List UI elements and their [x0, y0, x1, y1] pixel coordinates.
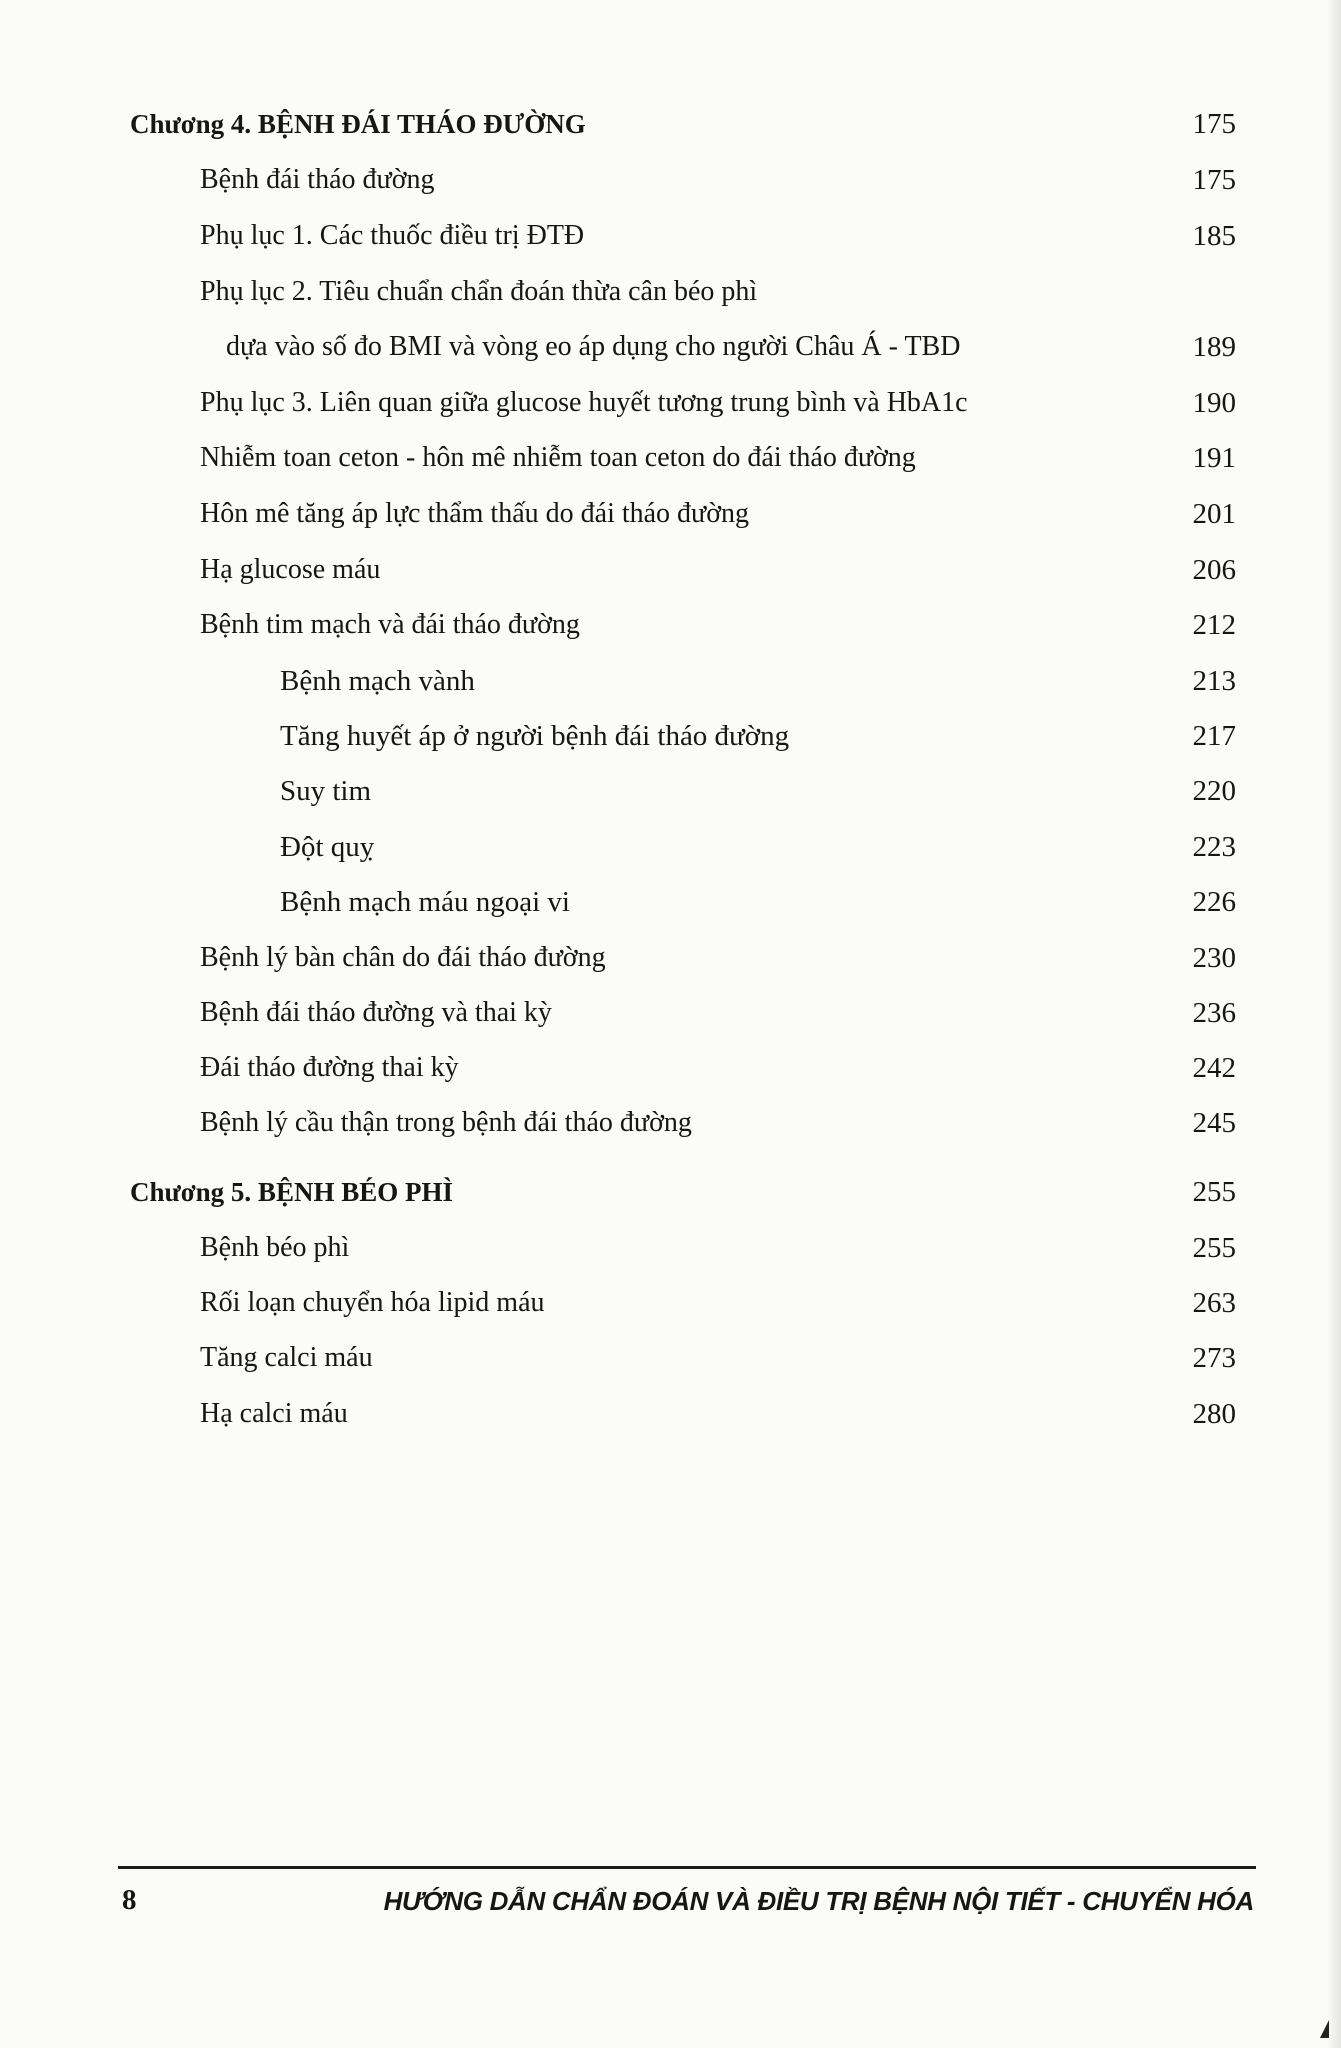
toc-entry [0, 716, 1341, 756]
toc-entry-title: dựa vào số đo BMI và vòng eo áp dụng cho người Châu Á - TBD [226, 331, 961, 362]
toc-entry-page: 255 [1192, 1176, 1236, 1208]
footer-book-title: HƯỚNG DẪN CHẨN ĐOÁN VÀ ĐIỀU TRỊ BỆNH NỘI TIẾT - CHUYỂN HÓA [383, 1886, 1254, 1916]
toc-chapter-heading [0, 104, 1341, 144]
toc-entry [0, 550, 1341, 590]
toc-entry-page: 223 [1192, 831, 1236, 863]
toc-entry-title: Hạ glucose máu [200, 554, 381, 585]
toc-entry [0, 160, 1341, 200]
toc-entry-title: Đột quỵ [280, 831, 375, 863]
toc-entry-page: 217 [1192, 720, 1236, 752]
toc-entry-title: Tăng calci máu [200, 1342, 373, 1373]
toc-entry-title: Bệnh tim mạch và đái tháo đường [200, 609, 580, 640]
toc-entry [0, 993, 1341, 1033]
toc-entry-title: Chương 5. BỆNH BÉO PHÌ [130, 1177, 453, 1207]
toc-entry [0, 1103, 1341, 1143]
toc-entry-title: Bệnh lý bàn chân do đái tháo đường [200, 942, 606, 973]
corner-mark [1320, 2020, 1329, 2038]
toc-entry [0, 771, 1341, 811]
toc-entry-title: Tăng huyết áp ở người bệnh đái tháo đường [280, 720, 790, 752]
toc-entry [0, 827, 1341, 867]
toc-entry-page: 220 [1192, 775, 1236, 807]
toc-entry [0, 272, 1341, 312]
toc-entry-page: 226 [1192, 886, 1236, 918]
toc-entry [0, 216, 1341, 256]
toc-entry-page: 175 [1192, 164, 1236, 196]
toc-entry-title: Phụ lục 2. Tiêu chuẩn chẩn đoán thừa cân béo phì [200, 276, 758, 307]
toc-entry-page: 189 [1192, 331, 1236, 363]
toc-entry-page: 230 [1192, 942, 1236, 974]
toc-entry-page: 236 [1192, 997, 1236, 1029]
toc-entry-page: 191 [1192, 442, 1236, 474]
toc-entry [0, 605, 1341, 645]
toc-entry-page: 245 [1192, 1107, 1236, 1139]
toc-entry-title: Bệnh đái tháo đường [200, 164, 435, 195]
toc-entry [0, 1338, 1341, 1378]
toc-entry [0, 438, 1341, 478]
toc-entry-page: 213 [1192, 665, 1236, 697]
toc-entry-title: Suy tim [280, 775, 372, 807]
toc-entry [0, 1394, 1341, 1434]
toc-entry-page: 273 [1192, 1342, 1236, 1374]
toc-entry-title: Phụ lục 1. Các thuốc điều trị ĐTĐ [200, 220, 585, 251]
toc-entry-title: Đái tháo đường thai kỳ [200, 1052, 459, 1083]
toc-entry-page: 280 [1192, 1398, 1236, 1430]
toc-entry [0, 1283, 1341, 1323]
footer-rule [118, 1866, 1256, 1869]
toc-entry-title: Bệnh béo phì [200, 1232, 350, 1263]
toc-entry-title: Chương 4. BỆNH ĐÁI THÁO ĐƯỜNG [130, 109, 586, 139]
toc-entry-page: 263 [1192, 1287, 1236, 1319]
toc-entry-page: 175 [1192, 108, 1236, 140]
toc-entry [0, 1048, 1341, 1088]
toc-entry-page: 201 [1192, 498, 1236, 530]
toc-entry-title: Phụ lục 3. Liên quan giữa glucose huyết tương trung bình và HbA1c [200, 387, 968, 418]
toc-entry-page: 255 [1192, 1232, 1236, 1264]
toc-entry-title: Bệnh mạch máu ngoại vi [280, 886, 570, 918]
toc-entry-title: Bệnh đái tháo đường và thai kỳ [200, 997, 552, 1028]
toc-entry-page: 212 [1192, 609, 1236, 641]
toc-entry [0, 327, 1341, 367]
toc-entry-title: Bệnh lý cầu thận trong bệnh đái tháo đường [200, 1107, 692, 1138]
toc-entry-title: Hôn mê tăng áp lực thẩm thấu do đái tháo đường [200, 498, 750, 529]
toc-entry-page: 206 [1192, 554, 1236, 586]
toc-entry-page: 185 [1192, 220, 1236, 252]
toc-entry-title: Bệnh mạch vành [280, 665, 475, 697]
toc-entry [0, 661, 1341, 701]
toc-entry [0, 938, 1341, 978]
footer-page-number: 8 [122, 1884, 137, 1916]
toc-entry [0, 494, 1341, 534]
toc-entry [0, 1228, 1341, 1268]
toc-entry-title: Rối loạn chuyển hóa lipid máu [200, 1287, 545, 1318]
toc-entry [0, 882, 1341, 922]
toc-entry-page: 190 [1192, 387, 1236, 419]
toc-entry-title: Hạ calci máu [200, 1398, 348, 1429]
toc-chapter-heading [0, 1172, 1341, 1212]
toc-entry-title: Nhiễm toan ceton - hôn mê nhiễm toan ceton do đái tháo đường [200, 442, 916, 473]
toc-entry [0, 383, 1341, 423]
toc-entry-page: 242 [1192, 1052, 1236, 1084]
